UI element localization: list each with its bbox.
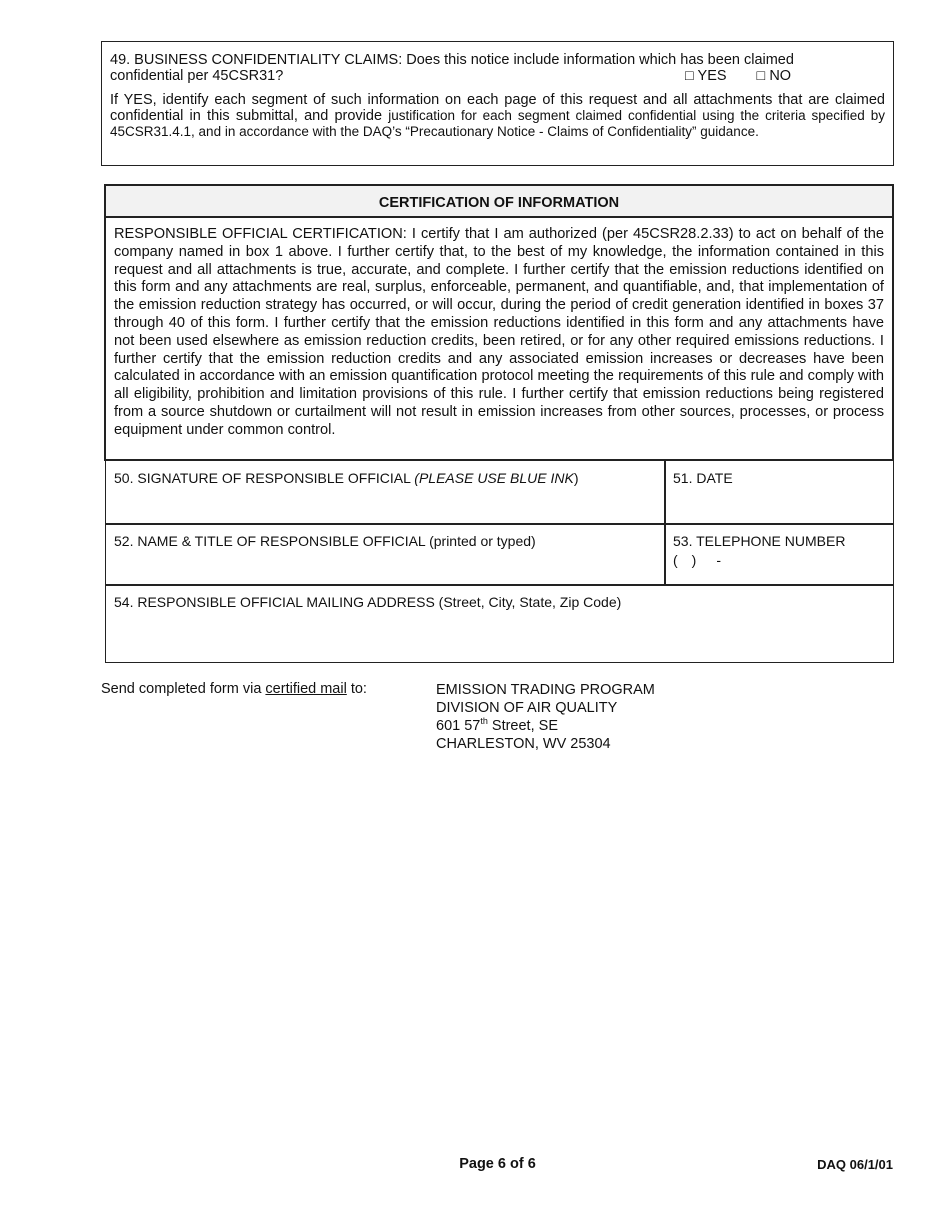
- certification-header: CERTIFICATION OF INFORMATION: [106, 186, 892, 218]
- yes-checkbox[interactable]: □ YES: [685, 68, 727, 84]
- telephone-field[interactable]: 53. TELEPHONE NUMBER ( ) -: [664, 523, 894, 586]
- confidentiality-instructions: If YES, identify each segment of such information on each page of this request and all attachments that are claimed confidential in this submittal, and provide justification for each segment claimed confidential using the criteria specified by 45CSR31.4.1, and in accordance with the DAQ’s “Precautionary Notice - Claims of Confidentiality” guidance.: [110, 92, 885, 139]
- certification-section: [104, 184, 894, 461]
- no-checkbox[interactable]: □ NO: [756, 68, 792, 84]
- page-number: Page 6 of 6: [459, 1156, 536, 1172]
- confidentiality-question: 49. BUSINESS CONFIDENTIALITY CLAIMS: Does this notice include information which has been claimed: [110, 52, 794, 68]
- confidentiality-claims-box: [101, 41, 894, 166]
- confidentiality-question-cont: confidential per 45CSR31?: [110, 68, 284, 84]
- signature-field[interactable]: 50. SIGNATURE OF RESPONSIBLE OFFICIAL (PLEASE USE BLUE INK): [105, 460, 666, 525]
- send-instructions: Send completed form via certified mail to:: [101, 681, 367, 697]
- date-field[interactable]: 51. DATE: [664, 460, 894, 525]
- mailing-address-block: EMISSION TRADING PROGRAM DIVISION OF AIR QUALITY 601 57th Street, SE CHARLESTON, WV 25304: [436, 682, 655, 752]
- certification-text: RESPONSIBLE OFFICIAL CERTIFICATION: I certify that I am authorized (per 45CSR28.2.33) to act on behalf of the company named in box 1 above. I further certify that, to the best of my knowledge, the information contained in this request and all attachments is true, accurate, and complete. I further certify that the emission reductions identified on this form and any attachments are real, surplus, enforceable, permanent, and quantifiable, and, that implementation of the emission reduction strategy has occurred, or will occur, during the period of credit generation identified in boxes 37 through 40 of this form. I further certify that the emission reductions identified in this form and any attachments have not been used elsewhere as emission reduction credits, been retired, or for any other required emissions reductions. I further certify that the emission reduction credits and any associated emission increases or decreases have been calculated in accordance with an emission quantification protocol meeting the requirements of this rule and comply with all eligibility, prohibition and limitation provisions of this rule. I further certify that emission reductions being registered from a source shutdown or curtailment will not result in emission increases from other sources, processes, or process equipment under common control.: [114, 226, 884, 438]
- telephone-template: ( ) -: [673, 552, 722, 568]
- form-id: DAQ 06/1/01: [817, 1157, 893, 1172]
- mailing-address-field[interactable]: 54. RESPONSIBLE OFFICIAL MAILING ADDRESS (Street, City, State, Zip Code): [105, 584, 894, 663]
- name-title-field[interactable]: 52. NAME & TITLE OF RESPONSIBLE OFFICIAL (printed or typed): [105, 523, 666, 586]
